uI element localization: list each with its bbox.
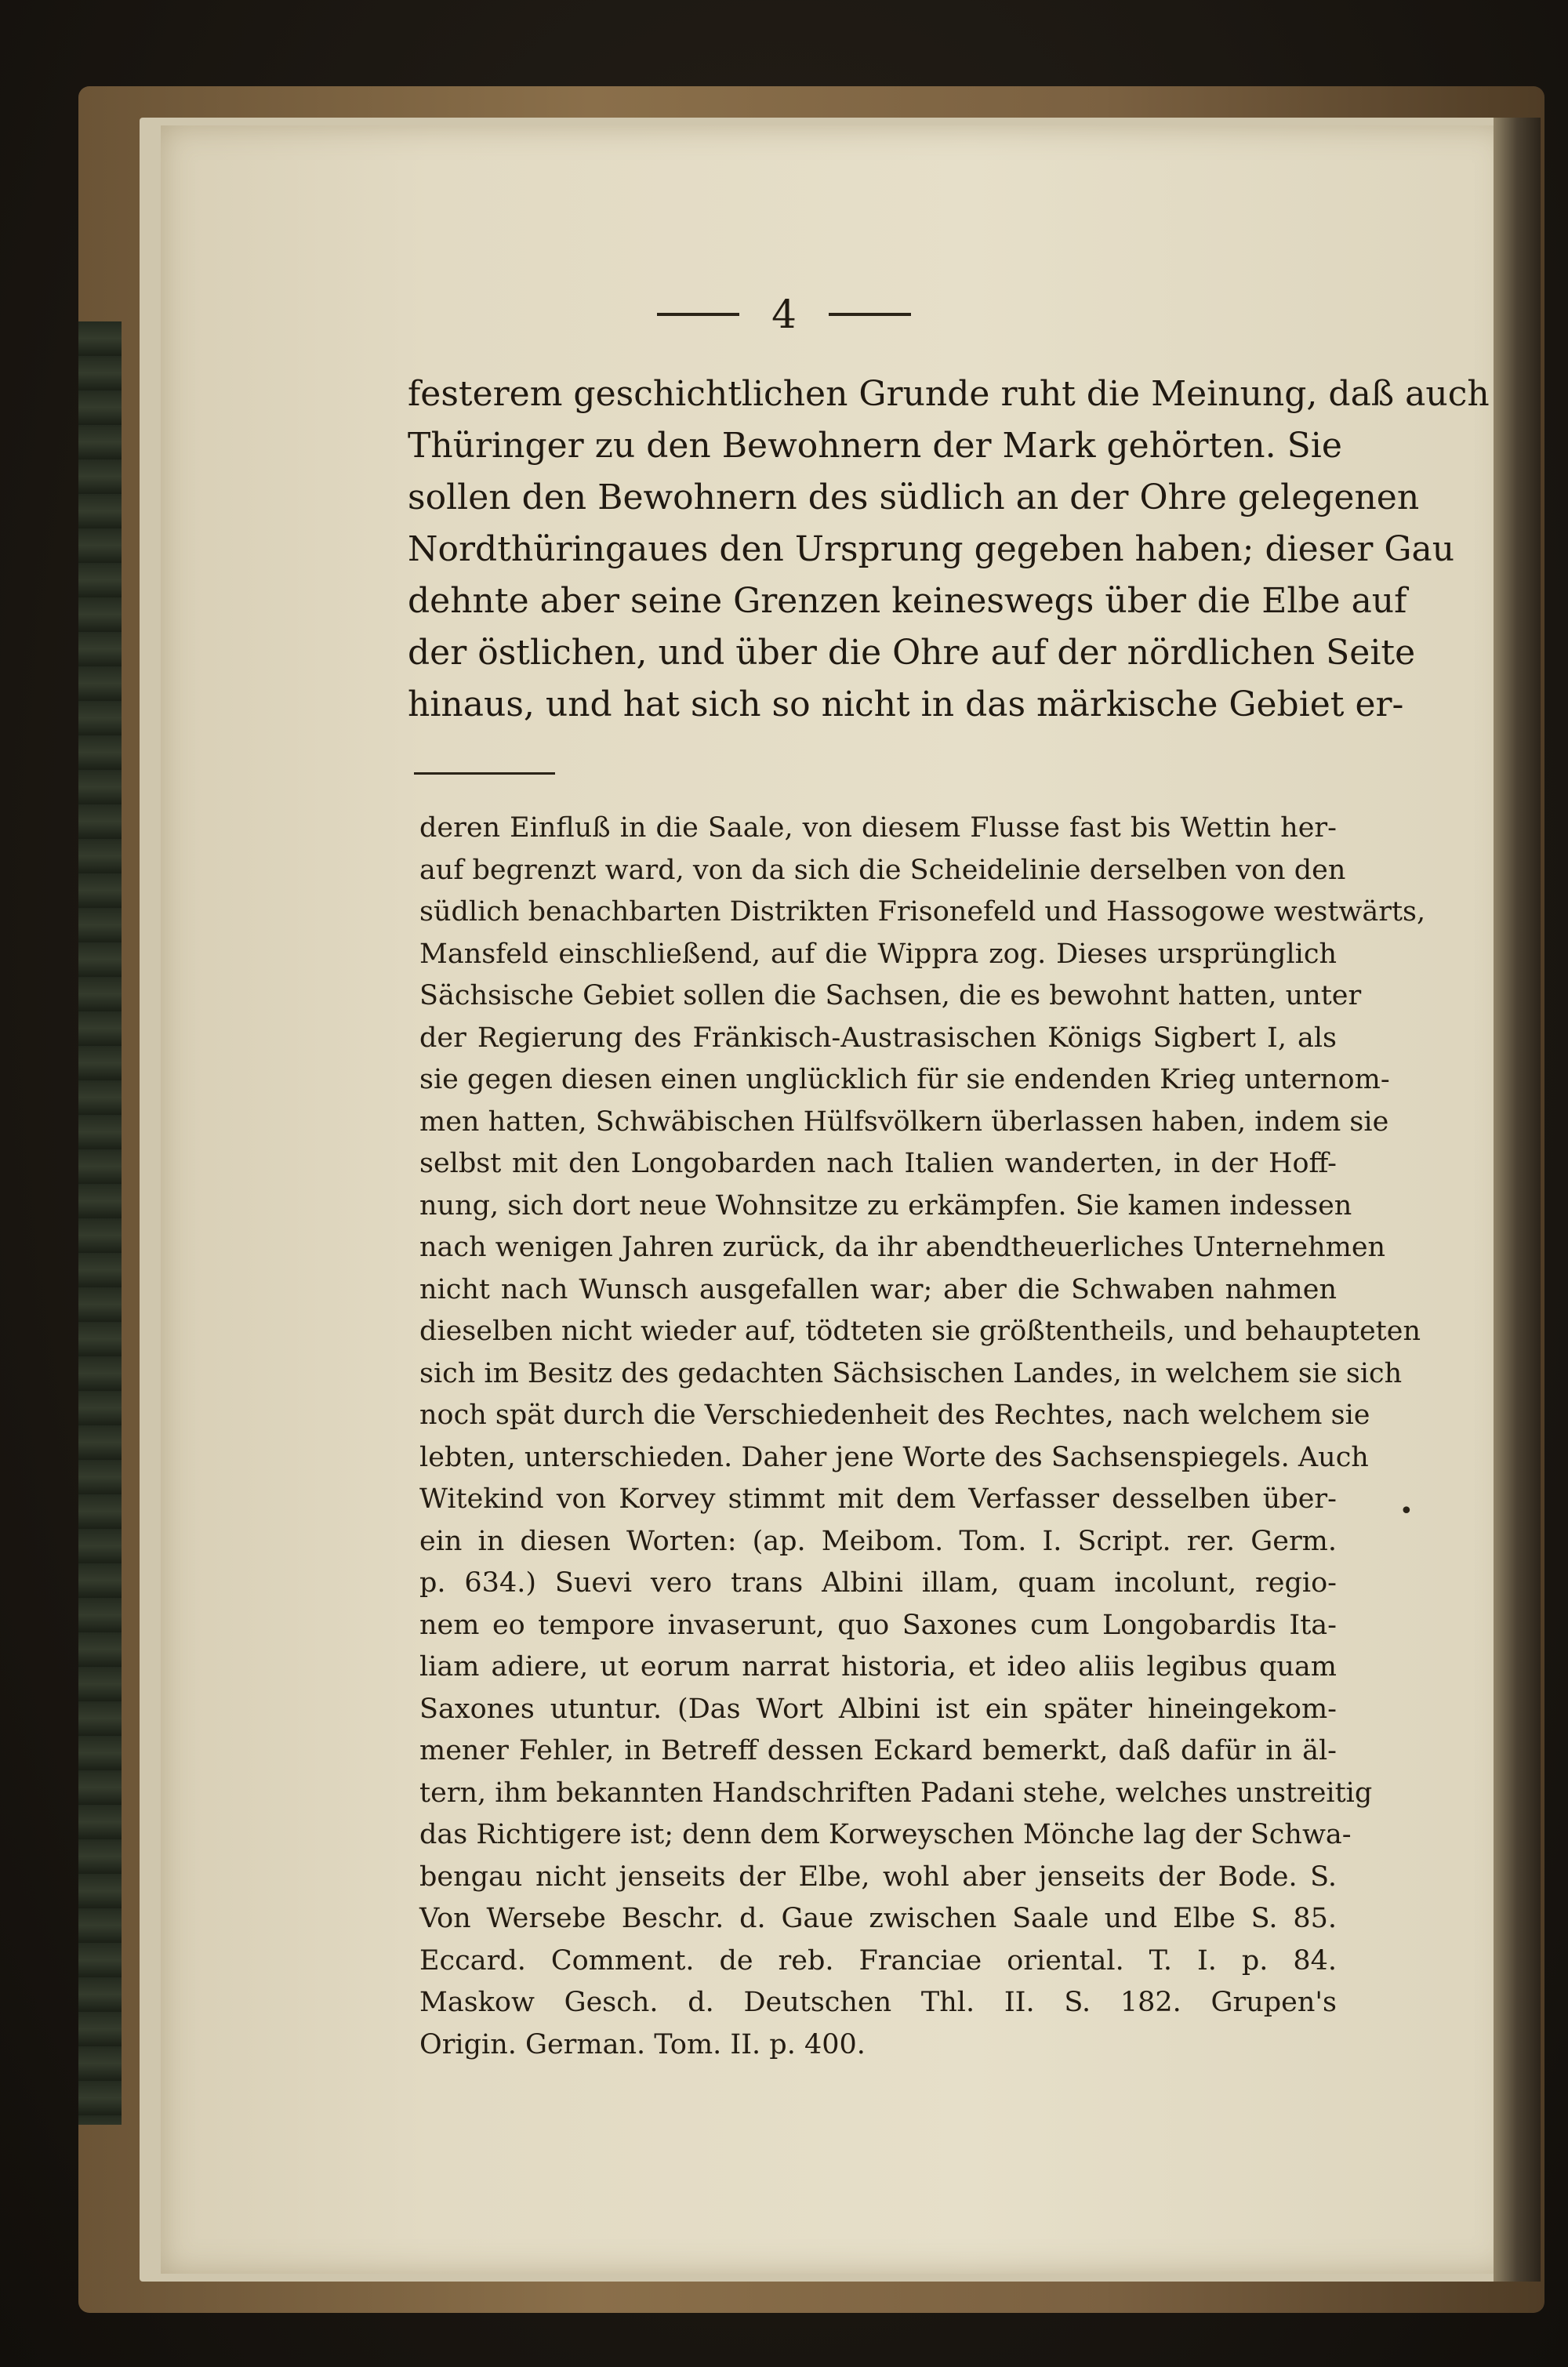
footnote-line: nicht nach Wunsch ausgefallen war; aber die Schwaben nahmen <box>419 1273 1337 1305</box>
footnote-line: Eccard. Comment. de reb. Franciae oriental. T. I. p. 84. <box>419 1944 1337 1977</box>
footnote-line: auf begrenzt ward, von da sich die Scheidelinie derselben von den <box>419 854 1346 886</box>
footnote-line: Witekind von Korvey stimmt mit dem Verfasser desselben über- <box>419 1483 1337 1515</box>
header-rule-right <box>829 313 911 316</box>
footnote-line: nem eo tempore invaserunt, quo Saxones cum Longobardis Ita- <box>419 1609 1337 1641</box>
footnote-line: bengau nicht jenseits der Elbe, wohl aber jenseits der Bode. S. <box>419 1861 1337 1893</box>
body-line: sollen den Bewohnern des südlich an der Ohre gelegenen <box>408 477 1420 517</box>
footnote-line: men hatten, Schwäbischen Hülfsvölkern überlassen haben, indem sie <box>419 1105 1389 1138</box>
footnote-line: Mansfeld einschließend, auf die Wippra zog. Dieses ursprünglich <box>419 938 1337 970</box>
body-text <box>408 368 1490 731</box>
footnote-line: nung, sich dort neue Wohnsitze zu erkämpfen. Sie kamen indessen <box>419 1189 1352 1222</box>
footnote-line: Maskow Gesch. d. Deutschen Thl. II. S. 182. Grupen's <box>419 1987 1337 2018</box>
footnote-line: südlich benachbarten Distrikten Frisonefeld und Hassogowe westwärts, <box>419 896 1426 928</box>
book-spine <box>78 321 122 2125</box>
body-line: hinaus, und hat sich so nicht in das märkische Gebiet er- <box>408 684 1404 724</box>
footnote-line: Saxones utuntur. (Das Wort Albini ist ein später hineingekom- <box>419 1693 1337 1725</box>
footnote-line: ein in diesen Worten: (ap. Meibom. Tom. I. Script. rer. Germ. <box>419 1525 1337 1557</box>
footnote-line: tern, ihm bekannten Handschriften Padani stehe, welches unstreitig <box>419 1777 1373 1809</box>
footnote-line: dieselben nicht wieder auf, tödteten sie größtentheils, und behaupteten <box>419 1316 1421 1347</box>
header-rule-left <box>657 313 739 316</box>
page-gutter <box>1494 118 1541 2282</box>
body-line: dehnte aber seine Grenzen keineswegs über die Elbe auf <box>408 581 1407 621</box>
footnote-line: p. 634.) Suevi vero trans Albini illam, quam incolunt, regio- <box>419 1567 1337 1599</box>
footnote-line: das Richtigere ist; denn dem Korweyschen Mönche lag der Schwa- <box>419 1819 1352 1850</box>
footnote-line: deren Einfluß in die Saale, von diesem Flusse fast bis Wettin her- <box>419 812 1337 844</box>
body-line: Thüringer zu den Bewohnern der Mark gehörten. Sie <box>408 426 1342 466</box>
page-header <box>0 292 1568 347</box>
footnote-line: sich im Besitz des gedachten Sächsischen Landes, in welchem sie sich <box>419 1357 1403 1389</box>
footnote-line: liam adiere, ut eorum narrat historia, et ideo aliis legibus quam <box>419 1651 1337 1683</box>
footnote-line: nach wenigen Jahren zurück, da ihr abendtheuerliches Unternehmen <box>419 1232 1386 1263</box>
footnote-line: Sächsische Gebiet sollen die Sachsen, die es bewohnt hatten, unter <box>419 980 1362 1011</box>
footnote-line: mener Fehler, in Betreff dessen Eckard bemerkt, daß dafür in äl- <box>419 1735 1337 1766</box>
footnote-line: selbst mit den Longobarden nach Italien wanderten, in der Hoff- <box>419 1148 1337 1179</box>
footnote-line: lebten, unterschieden. Daher jene Worte des Sachsenspiegels. Auch <box>419 1441 1369 1473</box>
body-line: der östlichen, und über die Ohre auf der nördlichen Seite <box>408 633 1416 673</box>
body-line: festerem geschichtlichen Grunde ruht die Meinung, daß auch <box>408 374 1490 414</box>
footnote-line: Von Wersebe Beschr. d. Gaue zwischen Saale und Elbe S. 85. <box>419 1903 1337 1934</box>
footnote-line: Origin. German. Tom. II. p. 400. <box>419 2028 866 2060</box>
page-number: 4 <box>771 292 797 337</box>
footnote-rule <box>414 772 555 775</box>
footnote-line: der Regierung des Fränkisch-Austrasischen Königs Sigbert I, als <box>419 1022 1337 1054</box>
footnote-line: sie gegen diesen einen unglücklich für sie endenden Krieg unternom- <box>419 1064 1390 1095</box>
body-line: Nordthüringaues den Ursprung gegeben haben; dieser Gau <box>408 529 1455 569</box>
footnote-text <box>419 808 1426 2066</box>
footnote-line: noch spät durch die Verschiedenheit des Rechtes, nach welchem sie <box>419 1400 1370 1431</box>
margin-dot: • <box>1399 1498 1414 1525</box>
